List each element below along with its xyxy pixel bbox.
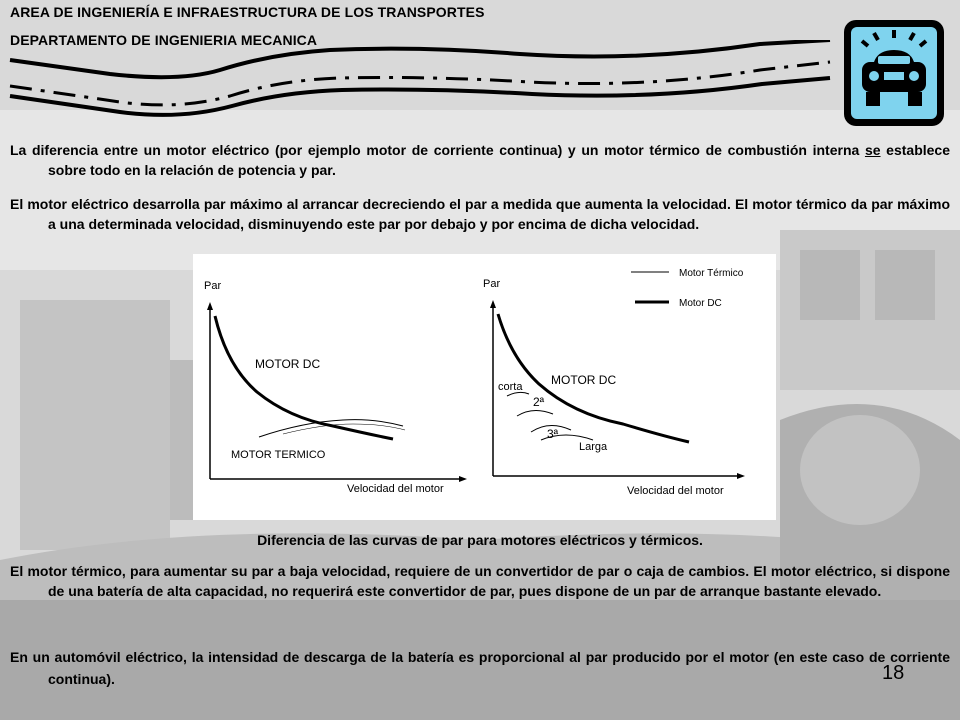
chart-right-label-corta: corta — [498, 381, 523, 393]
road-decoration — [0, 40, 840, 120]
chart-left-series-termico — [259, 420, 403, 437]
paragraph-intro — [10, 140, 950, 180]
legend-label-termico: Motor Térmico — [679, 268, 744, 279]
paragraph-intro-se: se — [864, 142, 881, 158]
header-area: AREA DE INGENIERÍA E INFRAESTRUCTURA DE LOS TRANSPORTES — [10, 4, 485, 20]
paragraph-battery-text: En un automóvil eléctrico, la intensidad de descarga de la batería es proporcional al par producido por el motor (en este caso de corriente continua). — [10, 649, 950, 687]
page-number: 18 — [882, 662, 905, 684]
chart-left-xlabel: Velocidad del motor — [347, 483, 444, 495]
paragraph-intro-a: La diferencia entre un motor eléctrico (por ejemplo motor de corriente continua) y un motor térmico de combustión interna — [10, 142, 865, 158]
chart-right — [483, 278, 745, 497]
chart-left-x-arrow — [459, 476, 467, 482]
chart-right-xlabel: Velocidad del motor — [627, 485, 724, 497]
chart-right-ylabel: Par — [483, 278, 501, 290]
paragraph-converter — [10, 561, 950, 601]
chart-left-series-dc — [215, 316, 393, 439]
paragraph-torque — [10, 194, 950, 234]
chart-left — [204, 280, 467, 495]
torque-curves-figure — [193, 254, 776, 520]
chart-left-y-arrow — [207, 302, 213, 310]
chart-right-label-2: 2ª — [533, 395, 545, 409]
paragraph-intro-b: establece sobre todo en la relación de potencia y par. — [48, 142, 950, 178]
paragraph-torque-text: El motor eléctrico desarrolla par máximo al arrancar decreciendo el par a medida que aumenta la velocidad. El motor térmico da par máximo a una determinada velocidad, disminuyendo este par por debajo y por encima de dicha velocidad. — [10, 196, 950, 232]
chart-left-ylabel: Par — [204, 280, 222, 292]
chart-right-series-2 — [517, 410, 553, 416]
chart-left-label-dc: MOTOR DC — [255, 357, 321, 371]
chart-legend — [631, 268, 744, 309]
car-logo-icon — [842, 18, 946, 128]
figure-caption: Diferencia de las curvas de par para motores eléctricos y térmicos. — [257, 532, 703, 548]
chart-left-label-termico: MOTOR TERMICO — [231, 449, 326, 461]
chart-right-label-3: 3ª — [547, 427, 559, 441]
paragraph-battery — [10, 646, 950, 690]
chart-right-label-dc: MOTOR DC — [551, 373, 617, 387]
legend-label-dc: Motor DC — [679, 298, 722, 309]
chart-right-x-arrow — [737, 473, 745, 479]
chart-right-label-larga: Larga — [579, 441, 608, 453]
header-department: DEPARTAMENTO DE INGENIERIA MECANICA — [10, 32, 318, 48]
chart-right-y-arrow — [490, 300, 496, 308]
paragraph-converter-text: El motor térmico, para aumentar su par a baja velocidad, requiere de un convertidor de par o caja de cambios. El motor eléctrico, si dispone de una batería de alta capacidad, no requerirá este convertidor de par, pues dispone de un par de arranque bastante elevado. — [10, 563, 950, 599]
